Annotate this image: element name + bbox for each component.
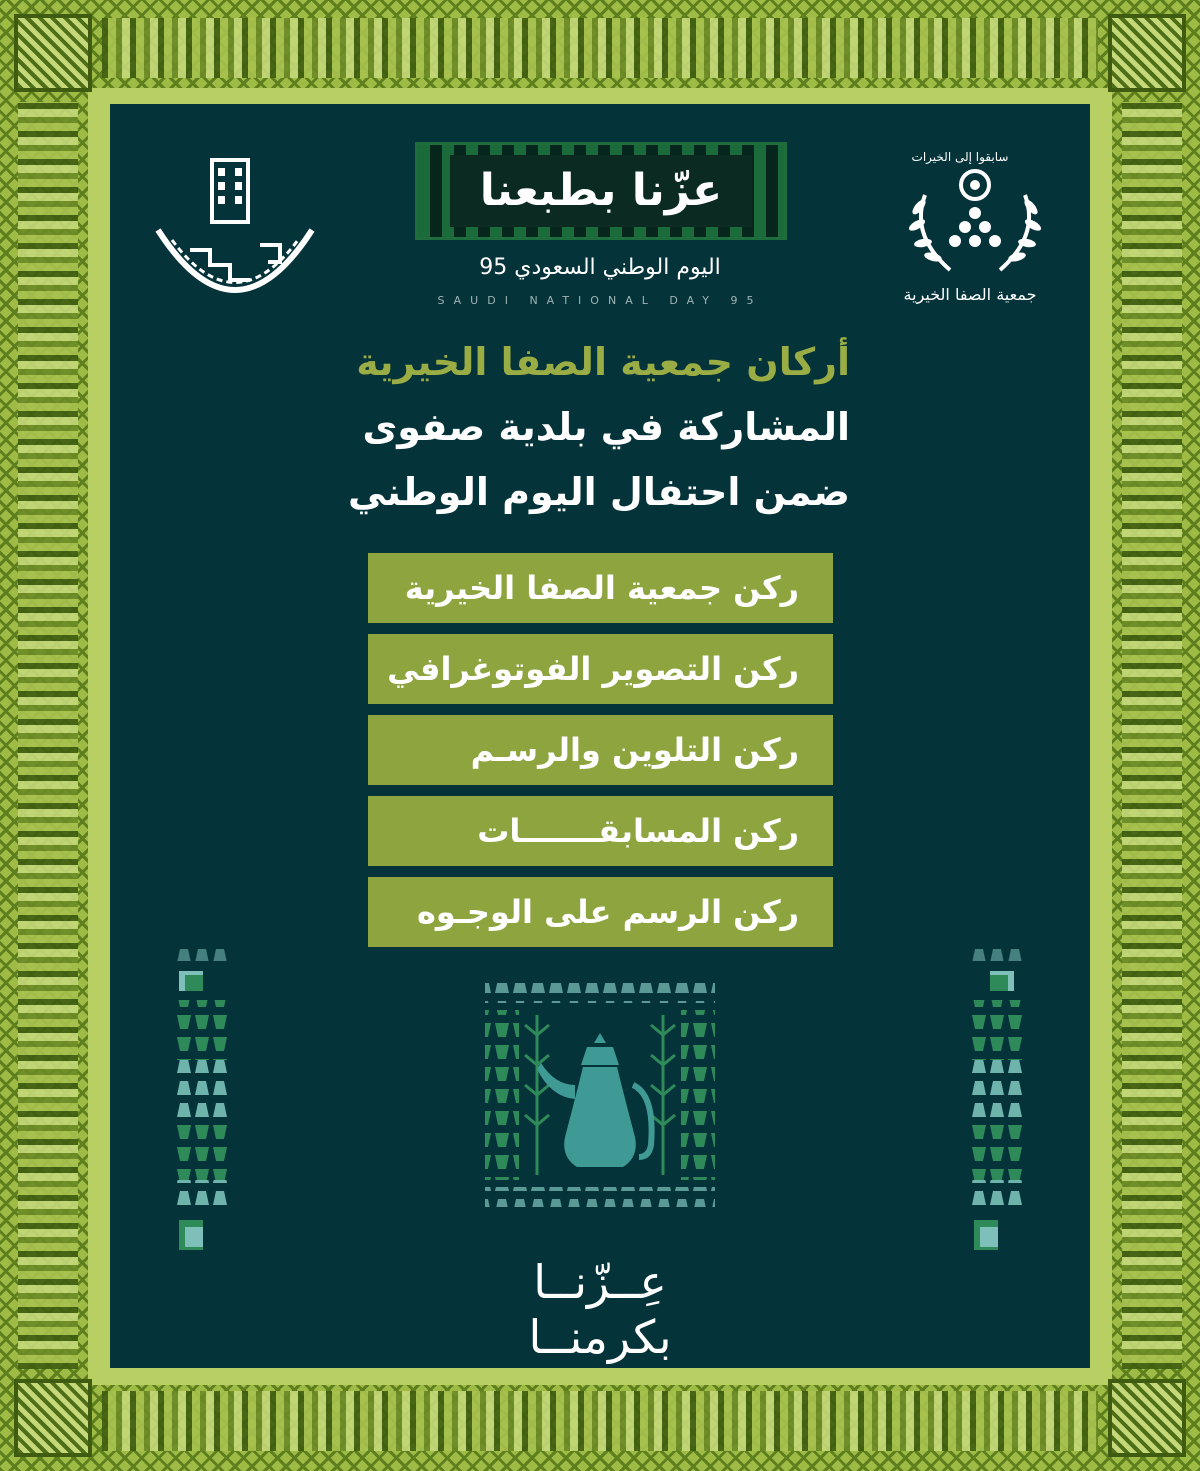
corners-list: [368, 553, 833, 958]
heading-participation: المشاركة في بلدية صفوى: [362, 405, 850, 449]
corner-item-charity: ركن جمعية الصفا الخيرية: [368, 553, 833, 623]
logo-org-name: جمعية الصفا الخيرية: [903, 285, 1037, 304]
qatif-logo-icon: [150, 150, 320, 320]
heading-celebration: ضمن احتفال اليوم الوطني: [348, 470, 850, 514]
logo-motto: سابقوا إلى الخيرات: [911, 150, 1009, 164]
slogan-line-2: بكرمنــا: [528, 1310, 672, 1364]
badge-title: عزّنا بطبعنا: [450, 155, 752, 227]
pattern-column-left-icon: [175, 945, 229, 1265]
border-strip-left: [18, 102, 78, 1369]
slogan-line-1: عِــزّنــا: [533, 1255, 667, 1309]
corner-item-competitions: ركن المسابقـــــــات: [368, 796, 833, 866]
corner-pattern-bottom-right: [1108, 1379, 1186, 1457]
border-strip-right: [1122, 102, 1182, 1369]
heading-corners-title: أركان جمعية الصفا الخيرية: [356, 340, 850, 384]
border-strip-bottom: [102, 1391, 1098, 1451]
corner-pattern-top-left: [14, 14, 92, 92]
border-strip-top: [102, 18, 1098, 78]
dallah-coffee-pot-icon: [475, 975, 725, 1225]
corner-item-coloring: ركن التلوين والرسـم: [368, 715, 833, 785]
pattern-column-right-icon: [970, 945, 1024, 1265]
national-day-arabic: اليوم الوطني السعودي 95: [479, 255, 721, 280]
corner-pattern-bottom-left: [14, 1379, 92, 1457]
corner-pattern-top-right: [1108, 14, 1186, 92]
national-day-english: SAUDI NATIONAL DAY 95: [437, 294, 763, 307]
corner-item-face-painting: ركن الرسم على الوجـوه: [368, 877, 833, 947]
corner-item-photography: ركن التصوير الفوتوغرافي: [368, 634, 833, 704]
